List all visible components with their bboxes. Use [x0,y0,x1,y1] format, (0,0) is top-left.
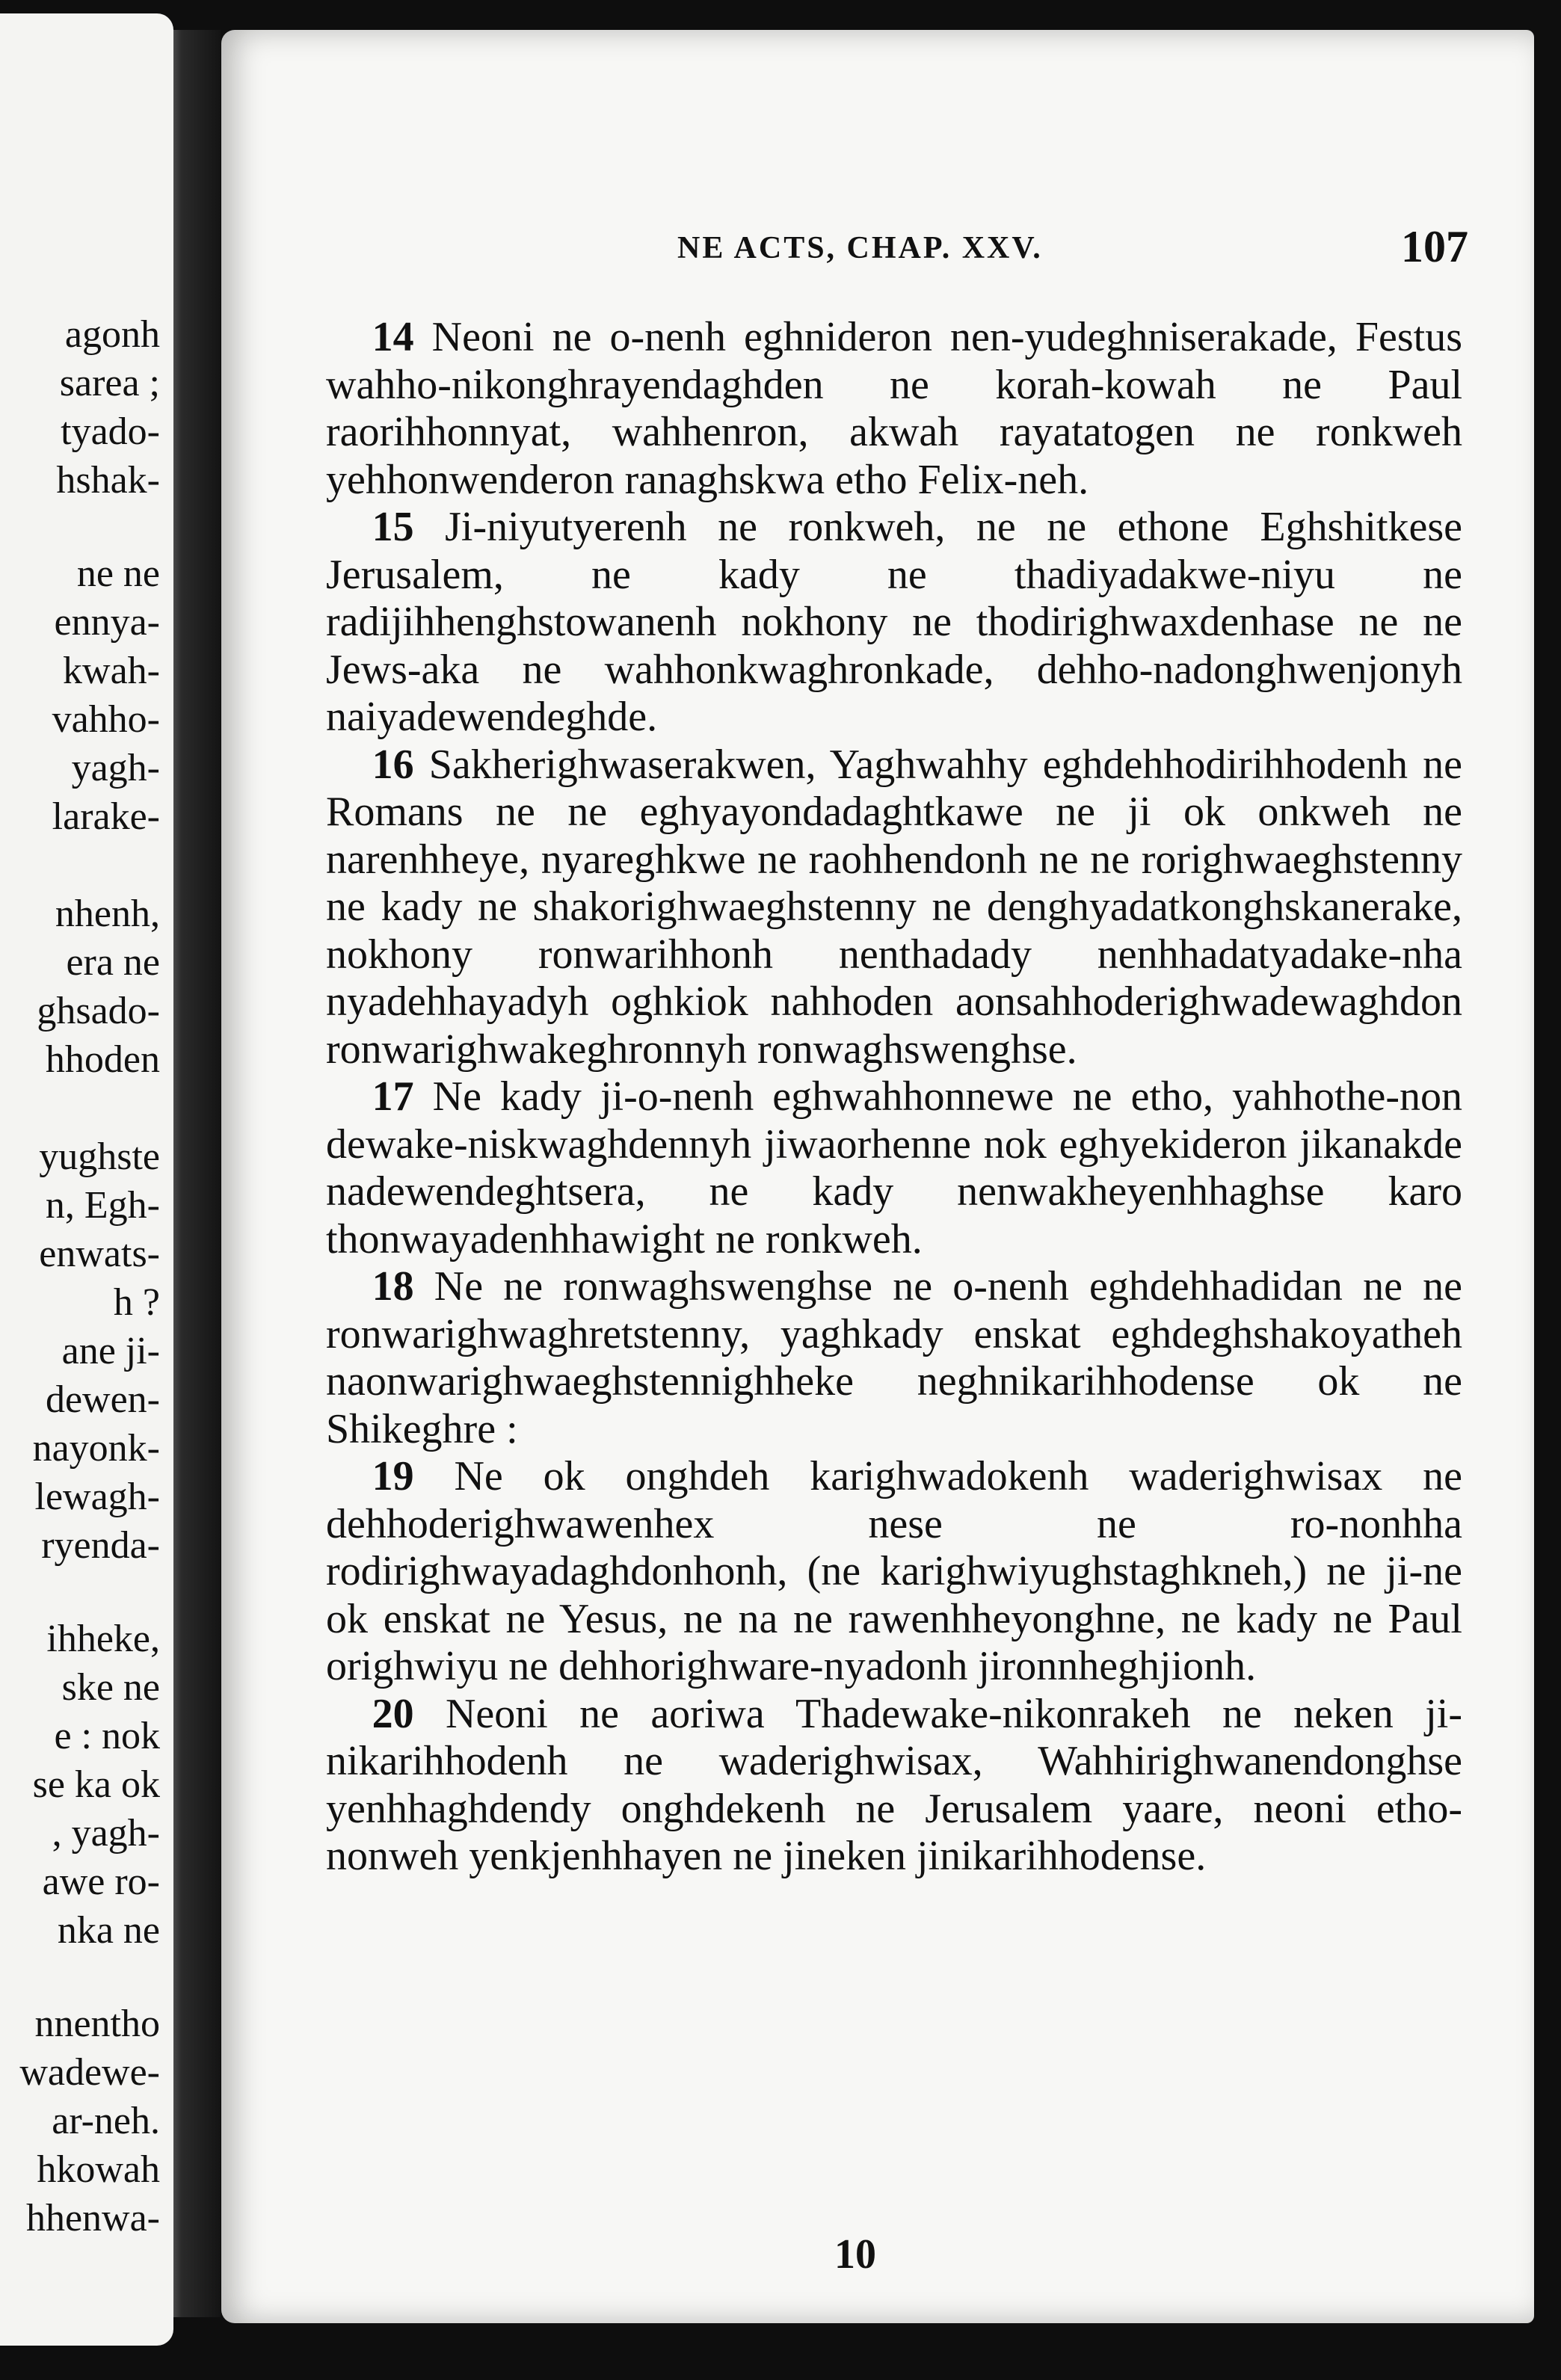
verse-text: Sakherighwaserakwen, Yaghwahhy eghdehhodirihhodenh ne Romans ne ne eghyayondadaghtkawe ne ji ok onkweh ne narenhheye, nyareghkwe ne raohhendonh ne ne rorighwaeghstenny ne kady ne shakorighwaeghstenny ne denghyadatkonghskanerake, nokhony ronwarihhonh nenthadady nenhhadatyadake-nha nyadehhayadyh oghkiok nahhoden aonsahhoderighwadewaghdon ronwarighwakeghronnyh ronwaghswenghse. [326,741,1462,1073]
left-page-line: ryenda- [41,1524,160,1567]
left-page-line: ar-neh. [52,2100,160,2142]
verse-number: 19 [372,1453,414,1499]
left-page-line: hhenwa- [25,2197,160,2239]
page-number: 107 [1401,222,1468,271]
verse-number: 20 [372,1690,414,1737]
left-page-line: ane ji- [61,1330,160,1372]
verse-14 [326,314,1462,504]
verse-text: Ji-niyutyerenh ne ronkweh, ne ne ethone Eghshitkese Jerusalem, ne kady ne thadiyadakwe-niyu ne radijihhenghstowanenh nokhony ne thodirighwaxdenhase ne ne Jews-aka ne wahhonkwaghronkade, dehho-nadonghwenjonyh naiyadewendeghde. [326,504,1463,740]
text-block [326,314,1462,1881]
left-page-line: wadewe- [19,2051,160,2094]
verse-17 [326,1073,1462,1263]
verse-number: 15 [372,504,414,550]
verse-number: 14 [372,314,414,360]
left-page-line: ennya- [54,601,160,644]
left-page-line: awe ro- [42,1860,160,1903]
left-page-line: kwah- [63,650,160,692]
verse-text: Ne kady ji-o-nenh eghwahhonnewe ne etho, yahhothe-non dewake-niskwaghdennyh jiwaorhenne nok eghyekideron jikanakde nadewendeghtsera, ne kady nenwakheyenhhaghse karo thonwayadenhhawight ne ronkweh. [326,1073,1463,1263]
left-page-line: ne ne [76,552,160,595]
left-page-line: , yagh- [52,1812,160,1855]
left-page-line: n, Egh- [45,1184,160,1227]
verse-18 [326,1263,1462,1453]
right-page [221,30,1534,2323]
left-page [0,13,173,2346]
left-page-line: hshak- [56,459,160,502]
left-page-line: ghsado- [37,990,160,1032]
left-page-line: nnentho [34,2003,160,2045]
verse-text: Ne ok onghdeh karighwadokenh waderighwisax ne dehhoderighwawenhex nese ne ro-nonhha rodirighwayadaghdonhonh, (ne karighwiyughstaghkneh,) ne ji-ne ok enskat ne Yesus, ne na ne rawenhheyonghne, ne kady ne Paul orighwiyu ne dehhorighware-nyadonh jironnheghjionh. [326,1453,1463,1689]
left-page-line: lewagh- [34,1476,160,1518]
verse-text: Neoni ne aoriwa Thadewake-nikonrakeh ne neken ji-nikarihhodenh ne waderighwisax, Wahhirighwanendonghse yenhhaghdendy onghdekenh ne Jerusalem yaare, neoni etho-nonweh yenkjenhhayen ne jineken jinikarihhodense. [326,1690,1463,1879]
verse-16 [326,742,1462,1074]
left-page-line: larake- [52,795,160,838]
left-page-line: hhoden [45,1038,160,1081]
left-page-line: nayonk- [32,1427,160,1470]
verse-19 [326,1453,1462,1691]
left-page-line: ske ne [61,1666,160,1709]
left-page-line: yagh- [71,747,160,789]
left-page-line: sarea ; [59,362,160,404]
verse-number: 17 [372,1073,414,1120]
verse-15 [326,504,1462,742]
left-page-line: agonh [64,313,160,356]
left-page-line: e : nok [54,1715,160,1757]
verse-text: Ne ne ronwaghswenghse ne o-nenh eghdehhadidan ne ne ronwarighwaghretstenny, yaghkady enskat eghdeghshakoyatheh naonwarighwaeghstennighheke neghnikarihhodense ok ne Shikeghre : [326,1263,1463,1452]
left-page-line: nhenh, [55,892,160,935]
left-page-line: h ? [113,1281,160,1324]
left-page-line: enwats- [39,1233,160,1275]
signature-mark: 10 [834,2231,876,2278]
left-page-line: yughste [39,1135,160,1178]
left-page-line: hkowah [37,2148,160,2191]
left-page-line: vahho- [52,698,160,741]
left-page-line: se ka ok [32,1763,160,1806]
left-page-line: ihheke, [46,1618,160,1660]
verse-number: 18 [372,1263,414,1310]
running-head: NE ACTS, CHAP. XXV. [677,231,1043,265]
verse-text: Neoni ne o-nenh eghnideron nen-yudeghniserakade, Festus wahho-nikonghrayendaghden ne korah-kowah ne Paul raorihhonnyat, wahhenron, akwah rayatatogen ne ronkweh yehhonwenderon ranaghskwa etho Felix-neh. [326,314,1463,503]
verse-20 [326,1691,1462,1881]
left-page-line: nka ne [57,1909,160,1952]
verse-number: 16 [372,741,414,788]
left-page-line: era ne [66,941,160,984]
left-page-line: tyado- [61,410,160,453]
left-page-line: dewen- [45,1378,160,1421]
